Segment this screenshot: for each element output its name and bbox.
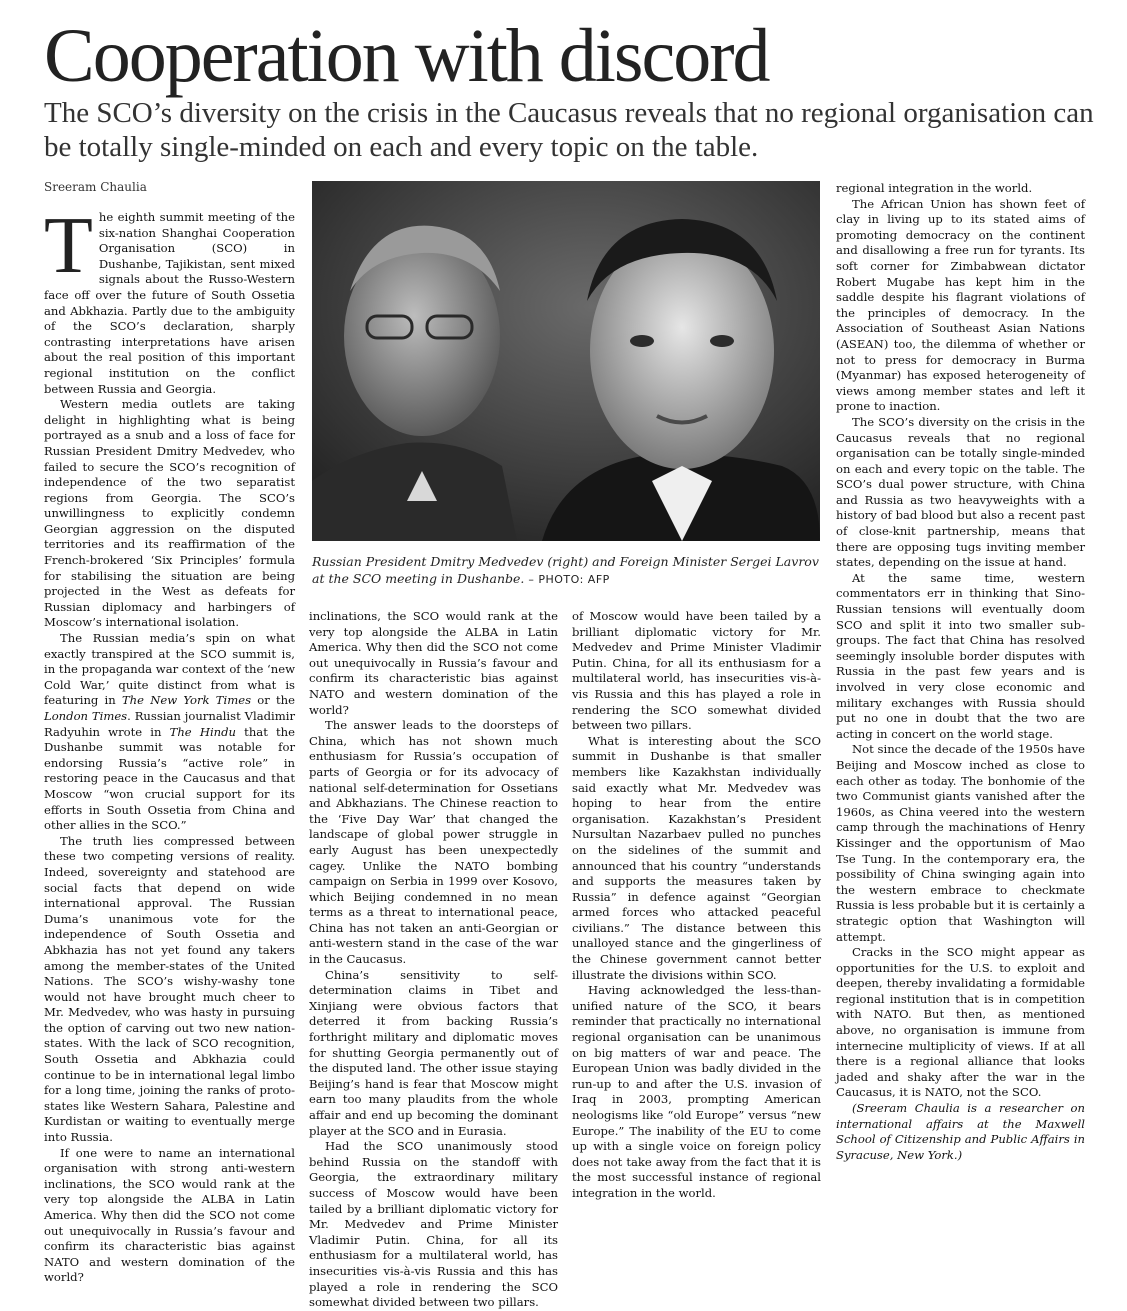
paragraph: Having acknowledged the less-than-unified nature of the SCO, it bears reminder that practically no international regional organisation can be unanimous on big matters of war and peace. The European Union was badly divided in the run-up to and after the U.S. invasion of Iraq in 2003, prompting American neologisms like “old Europe” versus “new Europe.” The inability of the EU to come up with a single voice on foreign policy does not take away from the fact that it is the most successful instance of regional integration in the world. [572,983,821,1200]
author-note: (Sreeram Chaulia is a researcher on international affairs at the Maxwell School of Citizenship and Public Affairs in Syracuse, New York.) [836,1101,1085,1162]
article-column-2 [309,609,558,1310]
paragraph-continued: inclinations, the SCO would rank at the very top alongside the ALBA in Latin America. Why then did the SCO not come out unequivocally in Russia’s favour and confirm its characteristic bias against NATO and western domination of the world? [309,609,558,717]
paragraph-text: . Russian journalist Vladimir Radyuhin wrote in [44,709,295,739]
paragraph-text: or the [251,693,295,708]
photo-caption [312,553,820,588]
paragraph: The African Union has shown feet of clay in living up to its stated aims of promoting democracy on the continent and disallowing a free run for tyrants. Its soft corner for Zimbabwean dictator Robert Mugabe has kept him in the saddle despite his flagrant violations of the principles of democracy. In the Association of Southeast Asian Nations (ASEAN) too, the dilemma of whether or not to press for democracy in Burma (Myanmar) has exposed heterogeneity of views among member states and left it prone to inaction. [836,196,1085,414]
paragraph: China’s sensitivity to self-determination claims in Tibet and Xinjiang were obvious factors that deterred it from backing Russia’s forthright military and diplomatic moves for shutting Georgia permanently out of the disputed land. The other issue staying Beijing’s hand is fear that Moscow might earn too many plaudits from the whole affair and end up becoming the dominant player at the SCO and in Eurasia. [309,967,558,1138]
paragraph [44,202,295,397]
paragraph: What is interesting about the SCO summit in Dushanbe is that smaller members like Kazakhstan individually said exactly what Mr. Medvedev was hoping to hear from the entire organisation. Kazakhstan’s President Nursultan Nazarbaev pulled no punches on the sidelines of the summit and announced that his country “understands and supports the measures taken by Russia” in defence against “Georgian armed forces who attacked peaceful civilians.” The distance between this unalloyed stance and the gingerliness of the Chinese government cannot better illustrate the divisions within SCO. [572,733,821,982]
paragraph: Western media outlets are taking delight in highlighting what is being portrayed as a snub and a loss of face for Russian President Dmitry Medvedev, who failed to secure the SCO’s recognition of independence of the two separatist regions from Georgia. The SCO’s unwillingness to explicitly condemn Georgian aggression on the disputed territories and its reaffirmation of the French-brokered ‘Six Principles’ formula for stabilising the situation are being projected in the West as defeats for Russian diplomacy and harbingers of Moscow’s international isolation. [44,397,295,630]
publication-name: The Hindu [169,724,237,739]
paragraph: Not since the decade of the 1950s have Beijing and Moscow inched as close to each other as today. The bonhomie of the two Communist giants vanished after the 1960s, as China veered into the western camp through the machinations of Henry Kissinger and the opportunism of Mao Tse Tung. In the contemporary era, the possibility of China swinging again into the western embrace to checkmate Russia is less probable but it is certainly a strategic option that Washington will attempt. [836,742,1085,944]
paragraph: If one were to name an international organisation with strong anti-western inclinations, the SCO would rank at the very top alongside the ALBA in Latin America. Why then did the SCO not come out unequivocally in Russia’s favour and confirm its characteristic bias against NATO and western domination of the world? [44,1145,295,1285]
photo-illustration [312,181,820,541]
paragraph [44,631,295,834]
paragraph: Had the SCO unanimously stood behind Russia on the standoff with Georgia, the extraordinary military success of Moscow would have been tailed by a brilliant diplomatic victory for Mr. Medvedev and Prime Minister Vladimir Putin. China, for all its enthusiasm for a multilateral world, has insecurities vis-à-vis Russia and this has played a role in rendering the SCO somewhat divided between two pillars. [309,1139,558,1310]
paragraph-continued: regional integration in the world. [836,181,1033,195]
publication-name: The New York Times [121,693,252,708]
deck-subheadline: The SCO’s diversity on the crisis in the Caucasus reveals that no regional organisation can be totally single-minded on each and every topic on the table. [44,97,1094,163]
photo-credit: – PHOTO: AFP [528,573,610,586]
headline: Cooperation with discord [44,14,769,98]
paragraph-text: that the Dushanbe summit was notable for endorsing Russia’s “active role” in restoring peace in the Caucasus and that Moscow “won crucial support for its efforts in South Ossetia from China and other allies in the SCO.” [44,724,296,833]
article-column-3 [572,609,821,1200]
drop-cap: T [44,202,93,290]
paragraph-text: he eighth summit meeting of the six-nation Shanghai Cooperation Organisation (SCO) in Dushanbe, Tajikistan, sent mixed signals about the Russo-Western face off over the future of South Ossetia and Abkhazia. Partly due to the ambiguity of the SCO’s declaration, sharply contrasting interpretations have arisen about the real position of this important regional institution on the conflict between Russia and Georgia. [44,210,295,396]
paragraph-continued: of Moscow would have been tailed by a brilliant diplomatic victory for Mr. Medvedev and Prime Minister Vladimir Putin. China, for all its enthusiasm for a multilateral world, has insecurities vis-à-vis Russia and this has played a role in rendering the SCO somewhat divided between two pillars. [572,609,821,733]
byline: Sreeram Chaulia [44,180,147,194]
publication-name: London Times [44,709,128,723]
article-column-4 [836,181,1085,1195]
paragraph-text: The Russian media’s spin on what exactly transpired at the SCO summit is, in the propaganda war context of the ‘new Cold War,’ quite distinct from what is featuring in [44,631,295,708]
caption-text: Russian President Dmitry Medvedev (right) and Foreign Minister Sergei Lavrov at the SCO meeting in Dushanbe. [312,554,819,586]
paragraph: The truth lies compressed between these two competing versions of reality. Indeed, sovereignty and statehood are social facts that depend on wide international approval. The Russian Duma’s unanimous vote for the independence of South Ossetia and Abkhazia has not yet found any takers among the member-states of the United Nations. The SCO’s wishy-washy tone would not have brought much cheer to Mr. Medvedev, who was hasty in pursuing the option of carving out two new nation-states. With the lack of SCO recognition, South Ossetia and Abkhazia could continue to be in international legal limbo for a long time, joining the ranks of proto-states like Western Sahara, Palestine and Kurdistan or waiting to eventually merge into Russia. [44,833,295,1145]
paragraph: At the same time, western commentators err in thinking that Sino-Russian tensions will eventually doom SCO and split it into two smaller sub-groups. The fact that China has resolved seemingly insoluble border disputes with Russia in the past few years and is involved in very close economic and military exchanges with Russia should put no one in doubt that the two are acting in concert on the world stage. [836,570,1085,741]
paragraph: The answer leads to the doorsteps of China, which has not shown much enthusiasm for Russia’s occupation of parts of Georgia or for its advocacy of national self-determination for Ossetians and Abkhazians. The Chinese reaction to the ‘Five Day War’ that changed the landscape of global power struggle in early August has been unexpectedly cagey. Unlike the NATO bombing campaign on Serbia in 1999 over Kosovo, which Beijing condemned in no mean terms as a threat to international peace, China has not taken an anti-Georgian or anti-western stand in the case of the war in the Caucasus. [309,718,558,967]
article-column-1 [44,202,296,1285]
paragraph: The SCO’s diversity on the crisis in the Caucasus reveals that no regional organisation can be totally single-minded on each and every topic on the table. The SCO’s dual power structure, with China and Russia as two heavyweights with a history of bad blood but also a recent past of close-knit partnership, means that there are opposing tugs inviting member states, depending on the issue at hand. [836,414,1085,570]
article-photo [312,181,820,541]
paragraph: Cracks in the SCO might appear as opportunities for the U.S. to exploit and deepen, thereby invalidating a formidable regional institution that is in competition with NATO. But then, as mentioned above, no organisation is immune from internecine multiplicity of views. If at all there is a regional alliance that looks jaded and shaky after the war in the Caucasus, it is NATO, not the SCO. [836,945,1085,1100]
